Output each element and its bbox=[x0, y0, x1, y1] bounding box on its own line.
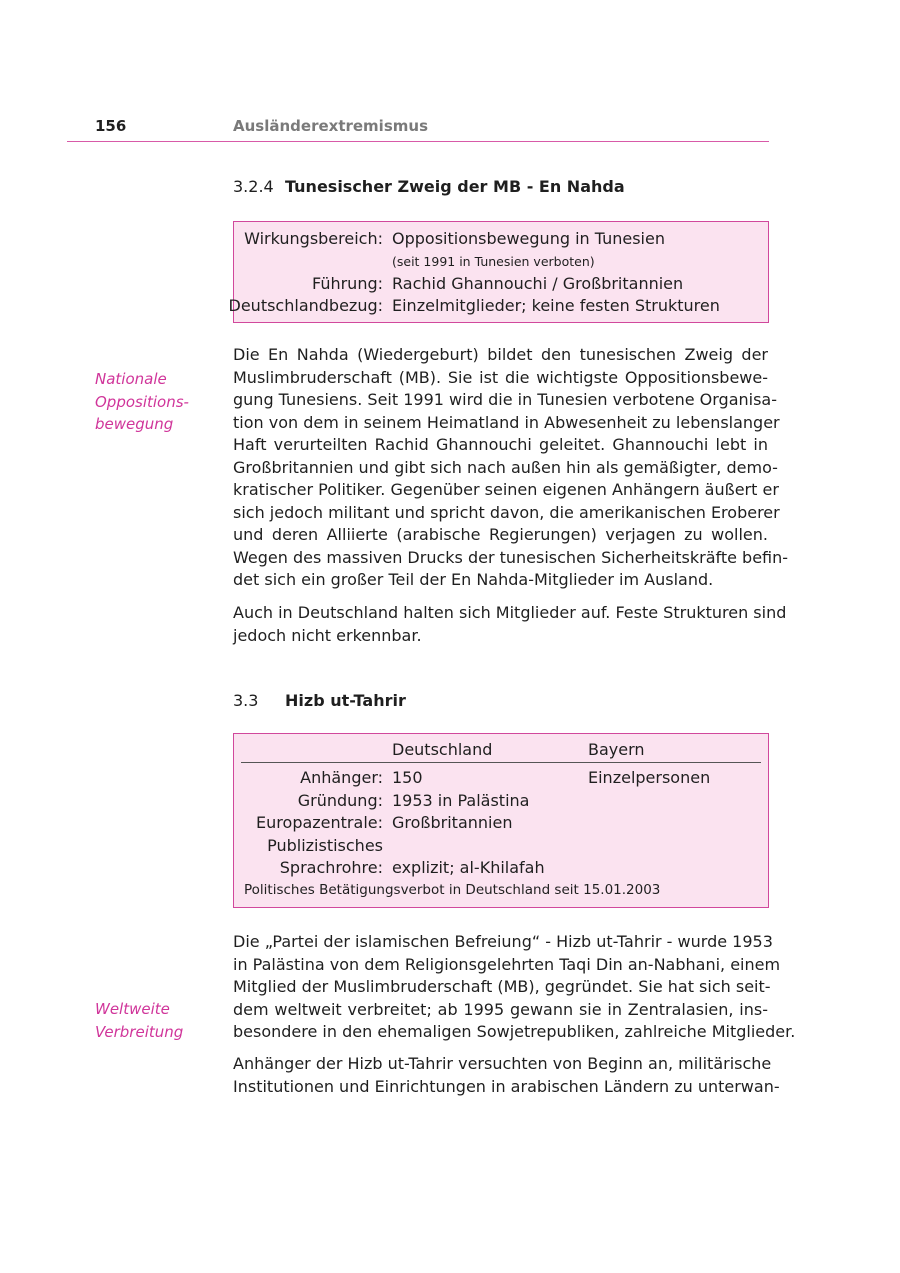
header-rule bbox=[67, 141, 769, 142]
infobox-label: Führung: bbox=[311, 274, 383, 293]
body-paragraph-anhaenger bbox=[233, 1053, 780, 1098]
infobox-value: Rachid Ghannouchi / Großbritannien bbox=[392, 274, 684, 293]
infobox-en-nahda bbox=[228, 221, 769, 323]
text-line: Auch in Deutschland halten sich Mitglieder auf. Feste Strukturen sind bbox=[233, 603, 787, 622]
text-line: kratischer Politiker. Gegenüber seinen eigenen Anhängern äußert er bbox=[233, 480, 779, 499]
table-cell-deutschland: Großbritannien bbox=[392, 813, 513, 832]
margin-note-line: Weltweite bbox=[95, 1000, 170, 1018]
text-line: sich jedoch militant und spricht davon, die amerikanischen Eroberer bbox=[233, 502, 780, 522]
infobox-label: Deutschlandbezug: bbox=[228, 296, 383, 315]
section-number: 3.2.4 bbox=[233, 177, 274, 196]
text-line: det sich ein großer Teil der En Nahda-Mitglieder im Ausland. bbox=[233, 570, 714, 589]
text-line: Institutionen und Einrichtungen in arabischen Ländern zu unterwan- bbox=[233, 1076, 780, 1096]
table-cell-deutschland: explizit; al-Khilafah bbox=[392, 858, 545, 877]
column-header-deutschland: Deutschland bbox=[392, 740, 493, 759]
body-paragraph-hizb-ut-tahrir bbox=[233, 931, 796, 1044]
section-title: Tunesischer Zweig der MB - En Nahda bbox=[285, 177, 625, 196]
margin-note-line: Nationale bbox=[95, 370, 167, 388]
section-number: 3.3 bbox=[233, 691, 259, 710]
section-heading-3-3 bbox=[233, 691, 406, 710]
text-line: Die „Partei der islamischen Befreiung“ - Hizb ut-Tahrir - wurde 1953 bbox=[233, 932, 773, 951]
margin-note-line: Oppositions- bbox=[95, 392, 189, 411]
infobox-value: Einzelmitglieder; keine festen Strukturen bbox=[392, 296, 720, 315]
table-cell-deutschland: 150 bbox=[392, 768, 423, 787]
text-line: Anhänger der Hizb ut-Tahrir versuchten von Beginn an, militärische bbox=[233, 1054, 772, 1073]
text-line: jedoch nicht erkennbar. bbox=[233, 625, 422, 645]
table-row-label: Anhänger: bbox=[300, 768, 383, 787]
margin-note-weltweite-verbreitung bbox=[95, 998, 183, 1043]
running-head: Ausländerextremismus bbox=[233, 117, 428, 135]
text-line: Haft verurteilten Rachid Ghannouchi geleitet. Ghannouchi lebt in bbox=[233, 435, 768, 454]
text-line: gung Tunesiens. Seit 1991 wird die in Tunesien verbotene Organisa- bbox=[233, 390, 777, 409]
page-number: 156 bbox=[95, 117, 127, 135]
section-heading-3-2-4 bbox=[233, 177, 625, 196]
infobox-value: Oppositionsbewegung in Tunesien bbox=[392, 229, 665, 248]
table-cell-bayern: Einzelpersonen bbox=[588, 768, 711, 787]
table-header-rule bbox=[241, 762, 761, 763]
margin-note-line: bewegung bbox=[95, 415, 174, 433]
text-line: dem weltweit verbreitet; ab 1995 gewann sie in Zentralasien, ins- bbox=[233, 999, 768, 1019]
text-line: Muslimbruderschaft (MB). Sie ist die wichtigste Oppositionsbewe- bbox=[233, 367, 768, 387]
text-line: Großbritannien und gibt sich nach außen hin als gemäßigter, demo- bbox=[233, 457, 778, 477]
text-line: und deren Alliierte (arabische Regierungen) verjagen zu wollen. bbox=[233, 525, 768, 544]
text-line: Mitglied der Muslimbruderschaft (MB), gegründet. Sie hat sich seit- bbox=[233, 977, 771, 996]
margin-note-nationale-opposition bbox=[95, 368, 189, 436]
infobox-hizb-ut-tahrir bbox=[233, 733, 769, 908]
table-cell-deutschland: 1953 in Palästina bbox=[392, 791, 530, 810]
text-line: in Palästina von dem Religionsgelehrten Taqi Din an-Nabhani, einem bbox=[233, 954, 781, 974]
table-row-label: Sprachrohre: bbox=[279, 858, 383, 877]
table-row-label: Europazentrale: bbox=[256, 813, 383, 832]
body-paragraph-deutschland bbox=[233, 602, 787, 647]
text-line: besondere in den ehemaligen Sowjetrepubliken, zahlreiche Mitglieder. bbox=[233, 1022, 796, 1041]
column-header-bayern: Bayern bbox=[588, 740, 645, 759]
text-line: tion von dem in seinem Heimatland in Abwesenheit zu lebenslanger bbox=[233, 412, 780, 432]
infobox-value-note: (seit 1991 in Tunesien verboten) bbox=[392, 254, 595, 269]
section-title: Hizb ut-Tahrir bbox=[285, 691, 406, 710]
table-row-label: Publizistisches bbox=[267, 836, 383, 855]
margin-note-line: Verbreitung bbox=[95, 1022, 184, 1041]
body-paragraph-en-nahda bbox=[233, 344, 789, 592]
infobox-label: Wirkungsbereich: bbox=[244, 229, 383, 248]
text-line: Wegen des massiven Drucks der tunesischen Sicherheitskräfte befin- bbox=[233, 547, 789, 567]
table-row-label: Gründung: bbox=[297, 791, 383, 810]
text-line: Die En Nahda (Wiedergeburt) bildet den tunesischen Zweig der bbox=[233, 345, 768, 364]
table-footnote: Politisches Betätigungsverbot in Deutschland seit 15.01.2003 bbox=[244, 882, 661, 898]
